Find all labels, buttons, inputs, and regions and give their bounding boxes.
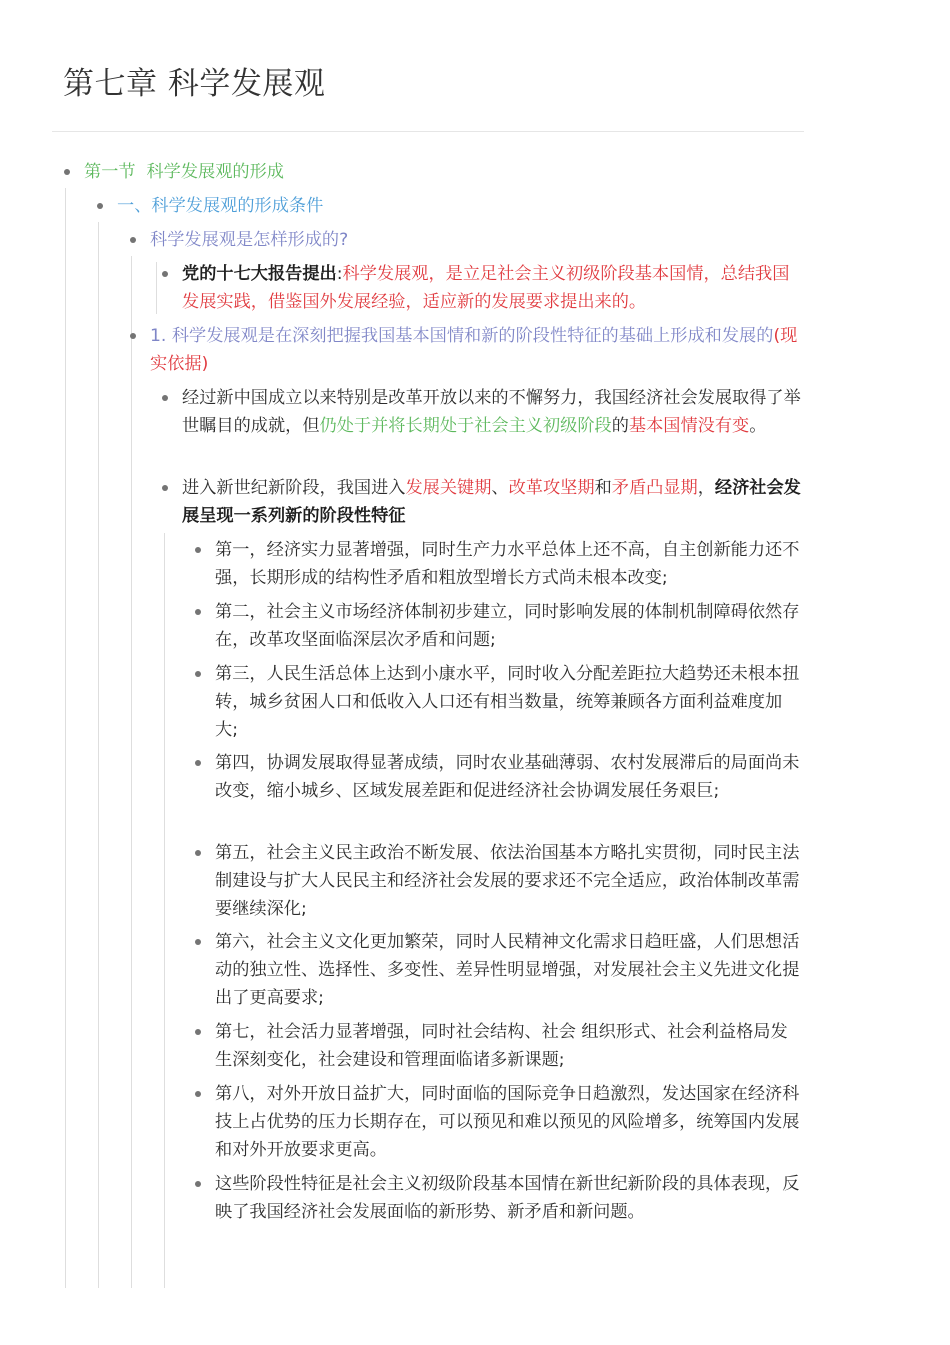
report-colon: : [336,264,343,284]
bullet-icon [130,237,136,243]
fact2-red3: 矛盾凸显期 [611,478,698,498]
point-paren: (现实依据) [150,326,798,374]
feature-text: 第三，人民生活总体上达到小康水平，同时收入分配差距拉大趋势还未根本扭转，城乡贫困人口和低收入人口还有相当数量，统筹兼顾各方面利益难度加大; [215,664,800,740]
fact-text [182,474,802,530]
bullet-icon [162,485,168,491]
section-item[interactable] [84,158,804,186]
feature-item[interactable] [215,1080,800,1164]
question-text: 科学发展观是怎样形成的? [150,230,349,250]
fact-red: 基本国情没有变 [628,416,750,436]
fact-mid: 的 [611,416,629,436]
feature-text: 这些阶段性特征是社会主义初级阶段基本国情在新世纪新阶段的具体表现，反映了我国经济社会发展面临的新形势、新矛盾和新问题。 [215,1174,800,1222]
fact-text [182,384,802,440]
bullet-icon [162,271,168,277]
bullet-icon [195,1029,201,1035]
indent-guide-level4 [164,533,165,1288]
question-item[interactable] [150,226,805,254]
bullet-icon [130,333,136,339]
fact-item[interactable] [182,474,802,530]
report-text [182,260,802,316]
fact-item[interactable] [182,384,802,440]
title-divider [52,131,804,132]
bullet-icon [195,760,201,766]
indent-guide-level2 [98,222,99,1288]
point-item[interactable] [150,322,805,378]
section-heading: 第一节 科学发展观的形成 [84,162,284,182]
feature-text: 第八，对外开放日益扩大，同时面临的国际竞争日趋激烈，发达国家在经济科技上占优势的压力长期存在，可以预见和难以预见的风险增多，统筹国内发展和对外开放要求更高。 [215,1084,800,1160]
bullet-icon [162,395,168,401]
fact2-bold: 经济社会发展呈现一系列新的阶段性特征 [182,478,801,526]
feature-text: 第七，社会活力显著增强，同时社会结构、社会 组织形式、社会利益格局发生深刻变化，社会建设和管理面临诸多新课题; [215,1022,788,1070]
bullet-icon [64,169,70,175]
feature-item[interactable] [215,536,800,592]
fact-end: 。 [749,416,767,436]
fact2-red2: 改革攻坚期 [508,478,595,498]
fact2-sep2: 和 [594,478,612,498]
feature-item[interactable] [215,839,800,923]
report-item[interactable] [182,260,802,316]
bullet-icon [195,547,201,553]
indent-guide-level1 [65,188,66,1288]
page-title: 第七章 科学发展观 [63,66,326,102]
fact-main: 经过新中国成立以来特别是改革开放以来的不懈努力，我国经济社会发展取得了举世瞩目的成就，但 [182,388,801,436]
fact2-sep1: 、 [491,478,509,498]
fact-green: 仍处于并将长期处于社会主义初级阶段 [319,416,612,436]
feature-item[interactable] [215,598,800,654]
feature-item[interactable] [215,749,800,805]
point-main: 1. 科学发展观是在深刻把握我国基本国情和新的阶段性特征的基础上形成和发展的 [150,326,774,346]
feature-item[interactable] [215,928,800,1012]
bullet-icon [97,203,103,209]
subsection-heading: 一、科学发展观的形成条件 [117,196,324,216]
point-text [150,322,805,378]
indent-guide-level3 [131,256,132,1288]
feature-item[interactable] [215,1170,800,1226]
report-quote: 科学发展观，是立足社会主义初级阶段基本国情，总结我国发展实践，借鉴国外发展经验，适应新的发展要求提出来的。 [182,264,790,312]
fact2-sep3: ， [697,478,715,498]
indent-guide-level4-report [156,262,157,314]
fact2-red1: 发展关键期 [405,478,492,498]
feature-text: 第二，社会主义市场经济体制初步建立，同时影响发展的体制机制障碍依然存在，改革攻坚面临深层次矛盾和问题; [215,602,800,650]
bullet-icon [195,939,201,945]
bullet-icon [195,671,201,677]
feature-text: 第五，社会主义民主政治不断发展、依法治国基本方略扎实贯彻，同时民主法制建设与扩大人民民主和经济社会发展的要求还不完全适应，政治体制改革需要继续深化; [215,843,800,919]
report-lead: 党的十七大报告提出 [182,264,337,284]
bullet-icon [195,850,201,856]
subsection-item[interactable] [117,192,807,220]
bullet-icon [195,609,201,615]
fact2-main: 进入新世纪新阶段，我国进入 [182,478,406,498]
feature-item[interactable] [215,1018,800,1074]
bullet-icon [195,1091,201,1097]
feature-text: 第一，经济实力显著增强，同时生产力水平总体上还不高，自主创新能力还不强，长期形成的结构性矛盾和粗放型增长方式尚未根本改变; [215,540,800,588]
feature-text: 第六，社会主义文化更加繁荣，同时人民精神文化需求日趋旺盛，人们思想活动的独立性、选择性、多变性、差异性明显增强，对发展社会主义先进文化提出了更高要求; [215,932,800,1008]
bullet-icon [195,1181,201,1187]
feature-item[interactable] [215,660,800,744]
feature-text: 第四，协调发展取得显著成绩，同时农业基础薄弱、农村发展滞后的局面尚未改变，缩小城乡、区域发展差距和促进经济社会协调发展任务艰巨; [215,753,800,801]
